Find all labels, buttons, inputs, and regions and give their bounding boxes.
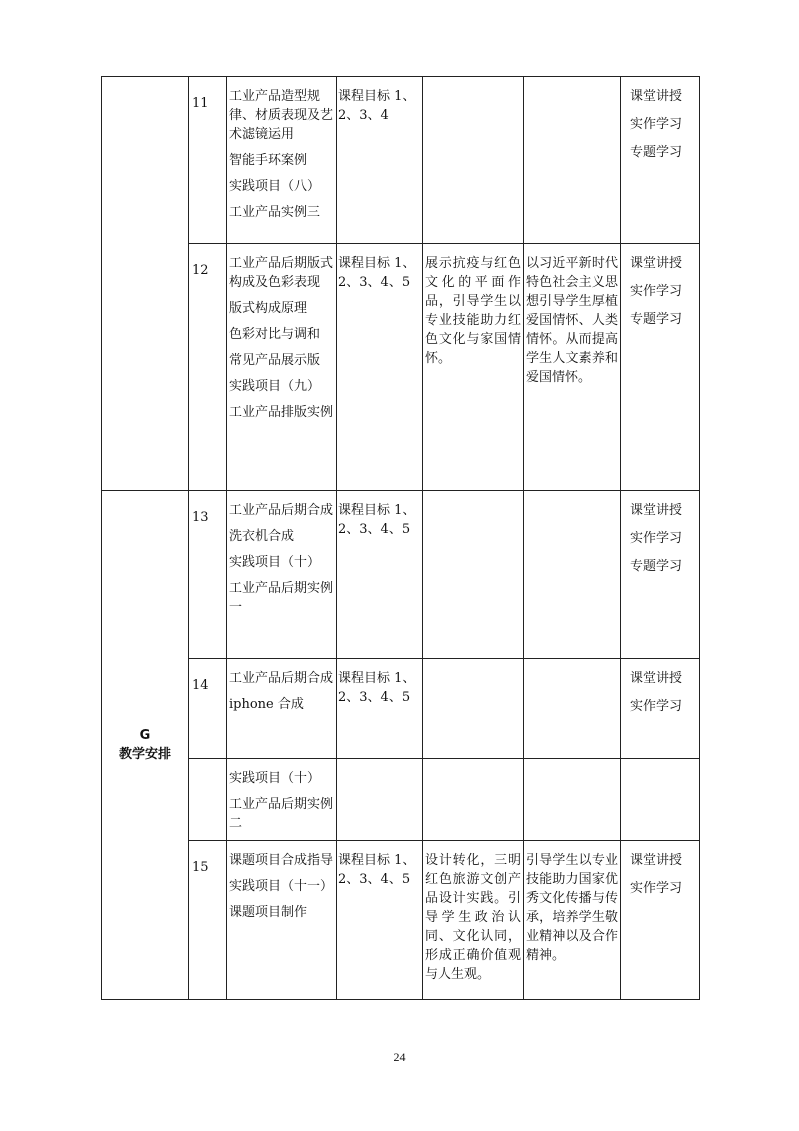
- week-number: 13: [189, 491, 227, 659]
- method-line: 课堂讲授: [630, 671, 683, 686]
- content-cell: [227, 244, 337, 491]
- method-line: 实作学习: [630, 881, 683, 896]
- goal-cell: 课程目标 1、2、3、4、5: [337, 491, 423, 659]
- section-cell-top: [102, 77, 189, 491]
- content-line: 工业产品后期合成: [229, 503, 334, 518]
- outcome-cell: [524, 659, 621, 759]
- ideology-cell: [423, 491, 524, 659]
- method-line: 实作学习: [630, 531, 683, 546]
- teaching-schedule-table: [101, 76, 700, 1000]
- content-cell: [227, 77, 337, 244]
- table-row: [102, 841, 700, 1000]
- method-cell: [621, 77, 700, 244]
- method-line: 课堂讲授: [630, 256, 683, 271]
- content-line: 工业产品后期合成: [229, 671, 334, 686]
- method-cell: [621, 659, 700, 759]
- content-line: 工业产品造型规律、材质表现及艺术滤镜运用: [229, 89, 334, 142]
- content-cell: [227, 659, 337, 759]
- outcome-cell: 引导学生以专业技能助力国家优秀文化传播与传承，培养学生敬业精神以及合作精神。: [524, 841, 621, 1000]
- goal-cell: 课程目标 1、2、3、4、5: [337, 841, 423, 1000]
- content-line: 工业产品排版实例: [229, 405, 334, 420]
- goal-cell: 课程目标 1、2、3、4、5: [337, 659, 423, 759]
- method-line: 专题学习: [630, 145, 683, 160]
- method-line: 实作学习: [630, 284, 683, 299]
- content-line: 常见产品展示版: [229, 353, 321, 368]
- method-line: 专题学习: [630, 312, 683, 327]
- method-line: 课堂讲授: [630, 853, 683, 868]
- content-line: 实践项目（十）: [229, 771, 321, 786]
- content-line: 版式构成原理: [229, 301, 308, 316]
- content-line: 工业产品后期实例一: [229, 581, 334, 615]
- ideology-cell: [423, 759, 524, 841]
- method-cell: [621, 759, 700, 841]
- method-line: 课堂讲授: [630, 503, 683, 518]
- section-title: 教学安排: [118, 747, 171, 762]
- content-line: 工业产品后期版式构成及色彩表现: [229, 256, 334, 290]
- method-cell: [621, 491, 700, 659]
- content-line: 智能手环案例: [229, 153, 308, 168]
- content-line: 实践项目（九）: [229, 379, 321, 394]
- table-row: [102, 759, 700, 841]
- section-code: G: [139, 728, 151, 743]
- table-row: [102, 244, 700, 491]
- week-number: 15: [189, 841, 227, 1000]
- section-label-cell: [102, 491, 189, 1000]
- ideology-cell: [423, 659, 524, 759]
- ideology-cell: 设计转化，三明红色旅游文创产品设计实践。引导学生政治认同、文化认同，形成正确价值观与人生观。: [423, 841, 524, 1000]
- table-row: [102, 77, 700, 244]
- content-line: 实践项目（十一）: [229, 879, 334, 894]
- outcome-cell: 以习近平新时代特色社会主义思想引导学生厚植爱国情怀、人类情怀。从而提高学生人文素养和爱国情怀。: [524, 244, 621, 491]
- method-line: 实作学习: [630, 117, 683, 132]
- week-number: [189, 759, 227, 841]
- goal-cell: [337, 759, 423, 841]
- outcome-cell: [524, 77, 621, 244]
- method-line: 实作学习: [630, 699, 683, 714]
- content-line: 色彩对比与调和: [229, 327, 321, 342]
- content-line: 课题项目合成指导: [229, 853, 334, 868]
- content-line: 工业产品后期实例二: [229, 797, 334, 831]
- content-cell: [227, 491, 337, 659]
- content-line: 课题项目制作: [229, 905, 308, 920]
- week-number: 12: [189, 244, 227, 491]
- table-row: [102, 659, 700, 759]
- ideology-cell: [423, 77, 524, 244]
- page-number: 24: [393, 1050, 406, 1064]
- method-line: 课堂讲授: [630, 89, 683, 104]
- table-row: [102, 491, 700, 659]
- method-cell: [621, 244, 700, 491]
- content-cell: [227, 759, 337, 841]
- goal-cell: 课程目标 1、2、3、4、5: [337, 244, 423, 491]
- week-number: 11: [189, 77, 227, 244]
- method-cell: [621, 841, 700, 1000]
- content-line: 洗衣机合成: [229, 529, 295, 544]
- week-number: 14: [189, 659, 227, 759]
- ideology-cell: 展示抗疫与红色文化的平面作品，引导学生以专业技能助力红色文化与家国情怀。: [423, 244, 524, 491]
- outcome-cell: [524, 491, 621, 659]
- content-line: 实践项目（八）: [229, 179, 321, 194]
- outcome-cell: [524, 759, 621, 841]
- content-line: 工业产品实例三: [229, 205, 321, 220]
- content-line: 实践项目（十）: [229, 555, 321, 570]
- method-line: 专题学习: [630, 559, 683, 574]
- content-cell: [227, 841, 337, 1000]
- goal-cell: 课程目标 1、2、3、4: [337, 77, 423, 244]
- content-line: iphone 合成: [229, 697, 304, 712]
